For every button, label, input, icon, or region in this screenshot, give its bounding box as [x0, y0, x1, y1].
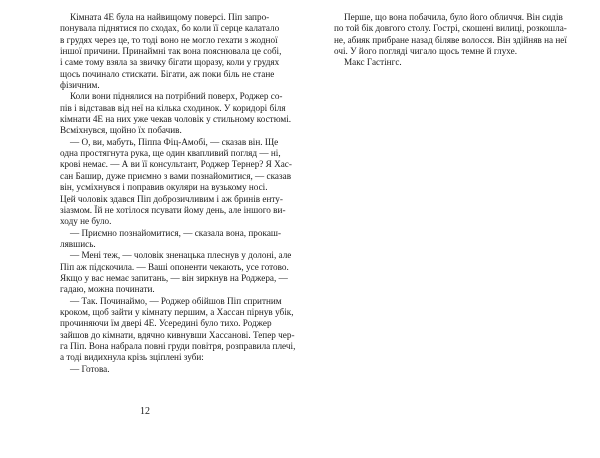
text-line: Якщо у вас немає запитань, — він зиркнув на Роджера, — — [60, 272, 288, 283]
text-line: по той бік довгого столу. Гострі, скошені вилиці, розкошла- — [334, 23, 567, 34]
paragraph — [60, 295, 296, 364]
text-line: щось починало стискати. Бігати, аж поки біль не стане — [60, 68, 275, 79]
left-page-text — [60, 12, 296, 375]
text-line: Всміхнувся, щойно їх побачив. — [60, 125, 182, 136]
text-line: одна простягнута рука, ще один квапливий погляд — ні, — [60, 148, 281, 159]
paragraph — [60, 91, 292, 136]
text-line: пів і відставав від неї на кілька сходинок. У коридорі біля — [60, 102, 286, 113]
text-line: прочиняючи їм двері 4E. Усередині було тихо. Роджер — [60, 318, 272, 329]
right-page — [300, 0, 600, 458]
text-line: кроком, щоб зайти у кімнату першим, а Хассан пірнув убік, — [60, 306, 294, 317]
text-line: зіазмом. Їй не хотілося псувати йому день, але іншого ви- — [60, 204, 286, 215]
paragraph — [60, 227, 282, 251]
text-line: гадаю, можна починати. — [60, 284, 155, 295]
text-line: він, усміхнувся і поправив окуляри на вузькому носі. — [60, 182, 268, 193]
text-line: ходу не було. — [60, 216, 112, 227]
text-line: зайшов до кімнати, вдячно кивнувши Хассанові. Тепер чер- — [60, 329, 295, 340]
text-line: — Приємно познайомитися, — сказала вона, прокаш- — [70, 227, 282, 238]
text-line: в грудях через це, то тоді воно не могло гехати з жодної — [60, 34, 278, 45]
text-line: Піп аж підскочила. — Ваші опоненти чекають, усе готово. — [60, 261, 289, 272]
paragraph — [334, 12, 567, 57]
text-line: — Так. Починаймо, — Роджер обійшов Піп спритним — [70, 295, 282, 306]
text-line: не, абияк прибране назад біляве волосся. Він здійняв на неї — [334, 34, 567, 45]
text-line: очі. У його погляді чигало щось темне й глухе. — [334, 46, 518, 57]
text-line: Коли вони піднялися на потрібний поверх, Роджер со- — [70, 91, 283, 102]
text-line: іншої причини. Принаймні так вона пояснювала це собі, — [60, 46, 282, 57]
paragraph — [334, 57, 524, 68]
text-line: фізичним. — [60, 80, 100, 91]
text-line: Макс Гастінгс. — [344, 57, 402, 68]
text-line: Цей чоловік здався Піп доброзичливим і аж бринів енту- — [60, 193, 283, 204]
text-line: Перше, що вона побачила, було його обличчя. Він сидів — [344, 12, 563, 22]
paragraph — [60, 12, 282, 91]
paragraph — [60, 136, 292, 228]
page-number: 12 — [140, 406, 150, 417]
right-page-text — [334, 12, 567, 69]
text-line: га Піп. Вона набрала повні груди повітря, розправила плечі, — [60, 340, 296, 351]
text-line: кімнати 4E на них уже чекав чоловік у стильному костюмі. — [60, 114, 292, 125]
text-line: понувала піднятися по сходах, бо коли її серце калатало — [60, 23, 280, 34]
text-line: лявшись. — [60, 238, 96, 249]
text-line: Кімната 4E була на найвищому поверсі. Піп запро- — [70, 12, 270, 22]
text-line: і саме тому взяла за звичку бігати щоразу, коли у грудях — [60, 57, 280, 68]
paragraph — [60, 364, 244, 375]
text-line: а тоді видихнула крізь зціплені зуби: — [60, 352, 204, 363]
paragraph — [60, 250, 292, 295]
text-line: сан Башир, дуже приємно з вами познайомитися, — сказав — [60, 170, 292, 181]
text-line: — О, ви, мабуть, Піппа Фіц-Амобі, — сказав він. Ще — [70, 136, 279, 147]
text-line: — Готова. — [70, 363, 110, 374]
text-line: — Мені теж, — чоловік зненацька плеснув у долоні, але — [70, 250, 292, 261]
text-line: крові немає. — А ви її консультант, Роджер Тернер? Я Хас- — [60, 159, 292, 170]
